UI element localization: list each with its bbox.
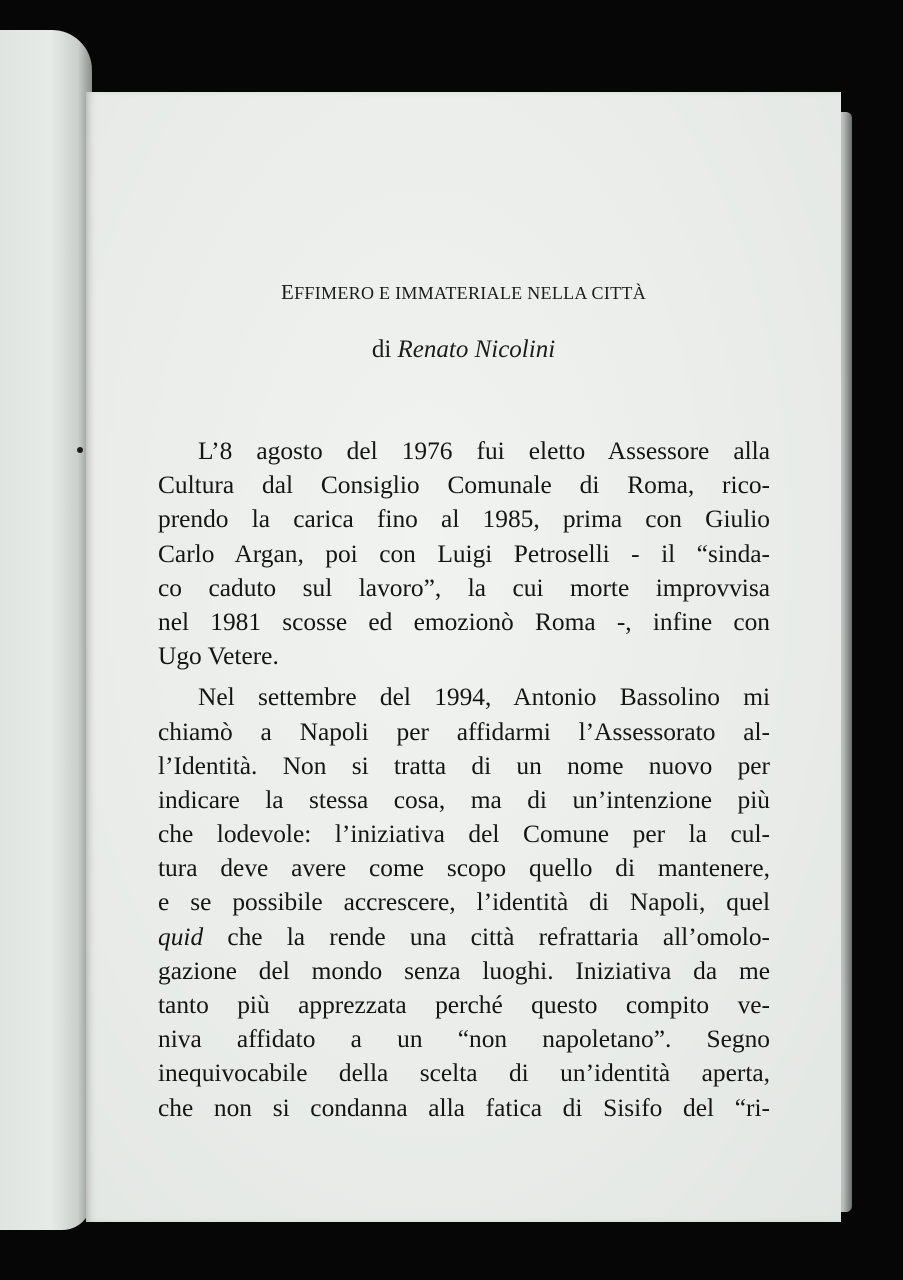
text-line: che lodevole: l’iniziativa del Comune per la cul-	[158, 820, 770, 849]
text-line: chiamò a Napoli per affidarmi l’Assessorato al-	[158, 717, 770, 746]
text-line-quid	[158, 920, 770, 954]
title-first-letter: E	[280, 280, 295, 304]
quid-line-rest: che la rende una città refrattaria all’omolo-	[203, 922, 770, 951]
text-line: Carlo Argan, poi con Luigi Petroselli - il “sinda-	[158, 539, 770, 568]
text-line: niva affidato a un “non napoletano”. Segno	[158, 1025, 770, 1054]
text-line: Cultura dal Consiglio Comunale di Roma, rico-	[158, 471, 770, 500]
chapter-title	[86, 280, 841, 305]
text-line: nel 1981 scosse ed emozionò Roma -, infine con	[158, 607, 770, 636]
book-page	[86, 92, 841, 1222]
text-line: l’Identità. Non si tratta di un nome nuovo per	[158, 751, 770, 780]
text-line: Nel settembre del 1994, Antonio Bassolino mi	[198, 683, 770, 712]
margin-dot	[77, 447, 83, 453]
italic-quid: quid	[158, 922, 204, 951]
text-line: e se possibile accrescere, l’identità di Napoli, quel	[158, 888, 770, 917]
text-line: L’8 agosto del 1976 fui eletto Assessore alla	[198, 437, 770, 465]
title-rest: FFIMERO E IMMATERIALE NELLA CITTÀ	[294, 283, 647, 303]
byline-prefix: di	[371, 336, 392, 363]
left-page-edge	[0, 30, 92, 1230]
text-line: che non si condanna alla fatica di Sisifo del “ri-	[158, 1093, 770, 1122]
text-line: Ugo Vetere.	[158, 642, 279, 671]
text-line: tanto più apprezzata perché questo compito ve-	[158, 991, 770, 1019]
body-text	[158, 434, 770, 1125]
text-line: inequivocabile della scelta di un’identità aperta,	[158, 1059, 770, 1088]
byline-author: Renato Nicolini	[397, 336, 556, 363]
text-line: indicare la stessa cosa, ma di un’intenzione più	[158, 785, 770, 814]
text-line: co caduto sul lavoro”, la cui morte improvvisa	[158, 573, 770, 602]
text-line: gazione del mondo senza luoghi. Iniziativa da me	[158, 956, 770, 985]
byline	[86, 336, 841, 364]
text-line: tura deve avere come scopo quello di mantenere,	[158, 854, 770, 883]
text-line: prendo la carica fino al 1985, prima con Giulio	[158, 505, 770, 534]
